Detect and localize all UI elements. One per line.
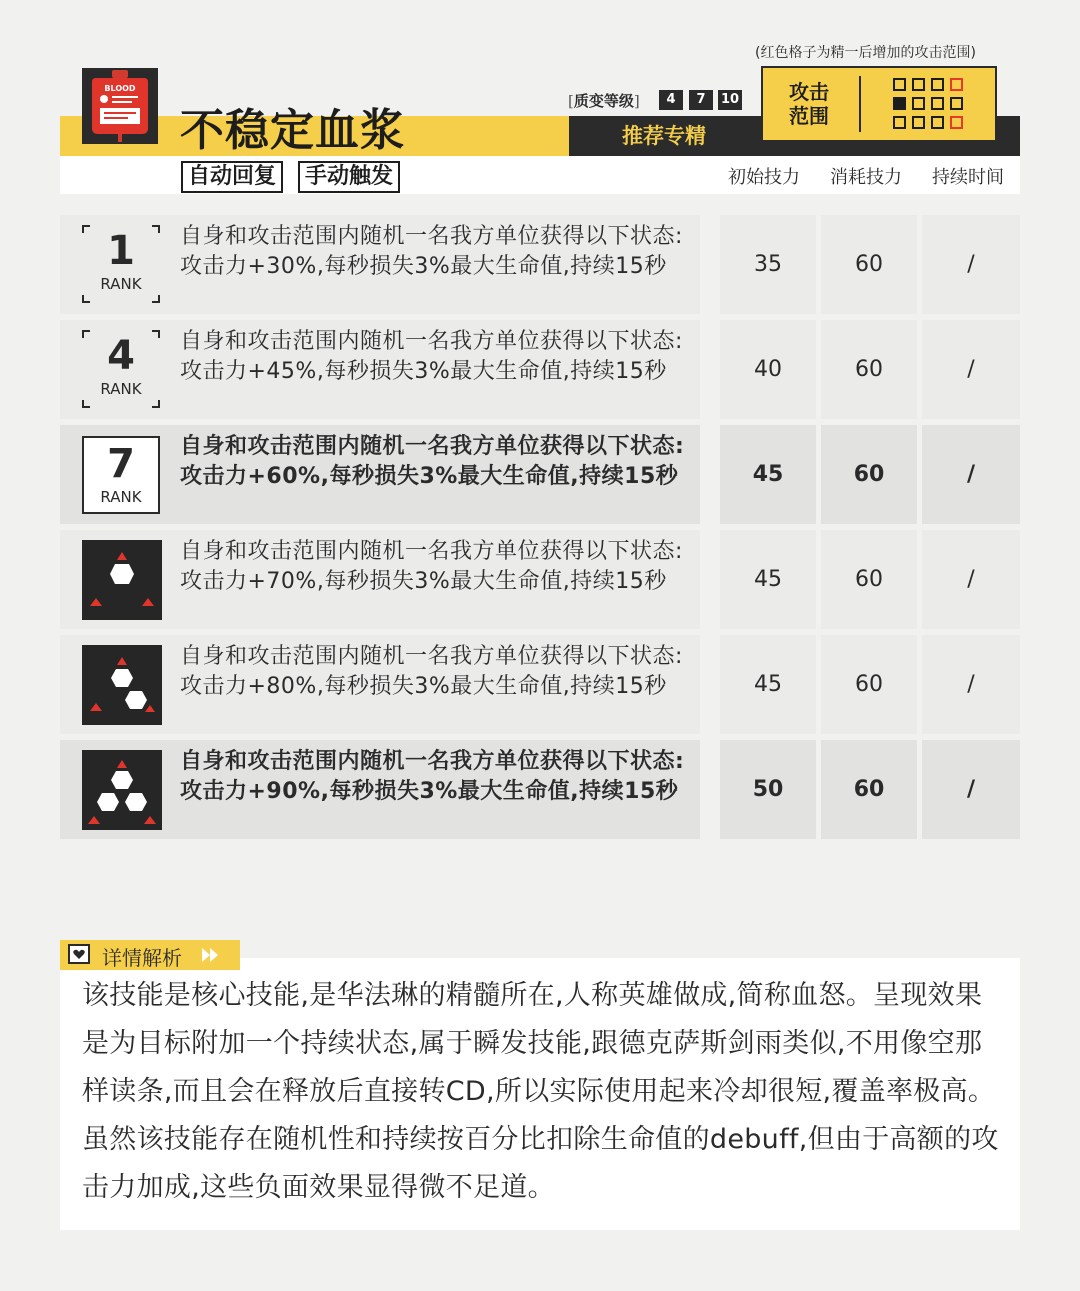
mastery-2-icon <box>82 645 162 725</box>
recommend-mastery-label: 推荐专精 <box>622 124 706 148</box>
duration-value: / <box>922 635 1020 734</box>
sp-cost-value: 60 <box>821 320 917 419</box>
duration-value: / <box>922 215 1020 314</box>
analysis-body: 该技能是核心技能,是华法琳的精髓所在,人称英雄做成,简称血怒。呈现效果是为目标附加一个持续状态,属于瞬发技能,跟德克萨斯剑雨类似,不用像空那样读条,而且会在释放后直接转CD,所以实际使用起来冷却很短,覆盖率极高。虽然该技能存在随机性和持续按百分比扣除生命值的debuff,但由于高额的攻击力加成,这些负面效果显得微不足道。 <box>82 980 999 1203</box>
duration-value: / <box>922 320 1020 419</box>
range-note: (红色格子为精一后增加的攻击范围) <box>755 45 976 61</box>
rank-description: 自身和攻击范围内随机一名我方单位获得以下状态: 攻击力+30%,每秒损失3%最大生命值,持续15秒 <box>180 224 683 279</box>
mastery-1-icon <box>82 540 162 620</box>
column-sp-cost: 消耗技力 <box>830 167 902 188</box>
double-arrow-icon <box>200 946 222 968</box>
column-duration: 持续时间 <box>932 167 1004 188</box>
initial-sp-value: 50 <box>720 740 816 839</box>
sp-cost-value: 60 <box>821 635 917 734</box>
rank-7-badge: 7 RANK <box>82 436 160 514</box>
duration-value: / <box>922 740 1020 839</box>
rank-description: 自身和攻击范围内随机一名我方单位获得以下状态: 攻击力+60%,每秒损失3%最大生命值,持续15秒 <box>180 434 685 489</box>
blood-bag-icon <box>82 68 158 144</box>
mutation-level-box: 4 <box>659 90 683 110</box>
rank-1-badge: 1 RANK <box>82 225 160 303</box>
sp-cost-value: 60 <box>821 215 917 314</box>
mastery-3-icon <box>82 750 162 830</box>
sp-cost-value: 60 <box>821 740 917 839</box>
attack-range-label: 攻击 范围 <box>789 80 829 128</box>
rank-description: 自身和攻击范围内随机一名我方单位获得以下状态: 攻击力+80%,每秒损失3%最大生命值,持续15秒 <box>180 644 683 699</box>
rank-description: 自身和攻击范围内随机一名我方单位获得以下状态: 攻击力+70%,每秒损失3%最大生命值,持续15秒 <box>180 539 683 594</box>
mutation-level-box: 7 <box>689 90 713 110</box>
column-initial-sp: 初始技力 <box>728 167 800 188</box>
mutation-level-label: [质变等级] <box>568 92 640 110</box>
initial-sp-value: 45 <box>720 530 816 629</box>
recovery-type-tag: 自动回复 <box>181 161 283 193</box>
attack-range-grid <box>893 78 967 132</box>
initial-sp-value: 40 <box>720 320 816 419</box>
rank-4-badge: 4 RANK <box>82 330 160 408</box>
analysis-title: 详情解析 <box>102 946 182 970</box>
blood-label: BLOOD <box>104 84 136 93</box>
mutation-level-box: 10 <box>718 90 742 110</box>
initial-sp-value: 45 <box>720 425 816 524</box>
range-divider <box>859 76 861 132</box>
duration-value: / <box>922 425 1020 524</box>
heart-card-icon <box>68 944 90 968</box>
trigger-type-tag: 手动触发 <box>298 161 400 193</box>
rank-description: 自身和攻击范围内随机一名我方单位获得以下状态: 攻击力+45%,每秒损失3%最大生命值,持续15秒 <box>180 329 683 384</box>
rank-description: 自身和攻击范围内随机一名我方单位获得以下状态: 攻击力+90%,每秒损失3%最大生命值,持续15秒 <box>180 749 685 804</box>
sp-cost-value: 60 <box>821 425 917 524</box>
initial-sp-value: 35 <box>720 215 816 314</box>
duration-value: / <box>922 530 1020 629</box>
sp-cost-value: 60 <box>821 530 917 629</box>
skill-title: 不稳定血浆 <box>180 105 405 156</box>
initial-sp-value: 45 <box>720 635 816 734</box>
